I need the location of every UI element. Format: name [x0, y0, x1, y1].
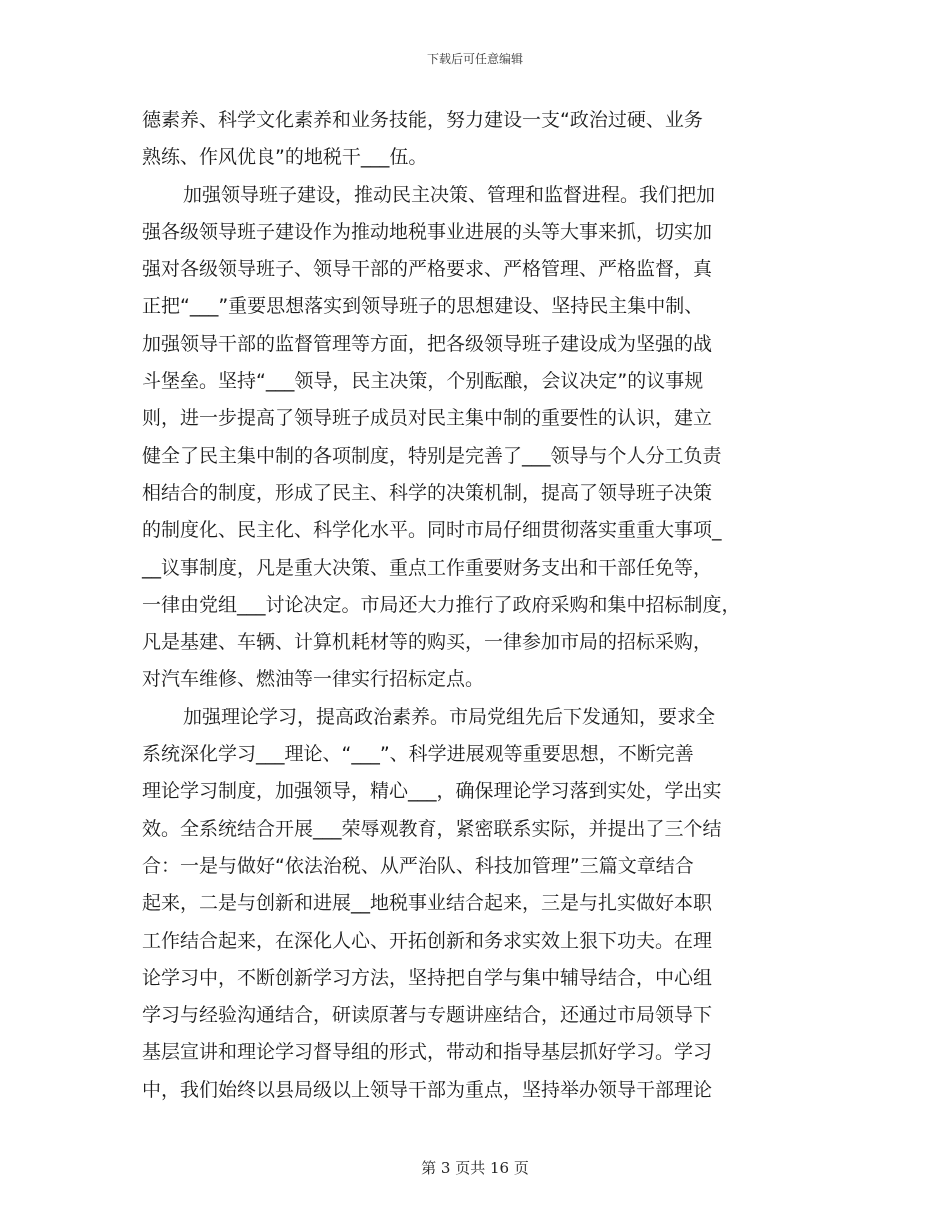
- text-line: 系统深化学习___理论、“___”、科学进展观等重要思想，不断完善: [142, 743, 694, 766]
- text-line: 工作结合起来，在深化人心、开拓创新和务求实效上狠下功夫。在理: [142, 929, 713, 952]
- text-line: 一律由党组___讨论决定。市局还大力推行了政府采购和集中招标制度，: [142, 593, 741, 616]
- document-body: [142, 102, 808, 1109]
- text-line: 论学习中，不断创新学习方法，坚持把自学与集中辅导结合，中心组: [142, 966, 713, 989]
- text-line: 的制度化、民主化、科学化水平。同时市局仔细贯彻落实重重大事项_: [142, 519, 722, 542]
- text-line: 凡是基建、车辆、计算机耗材等的购买，一律参加市局的招标采购，: [142, 631, 713, 654]
- page-number: 第 3 页共 16 页: [421, 1159, 529, 1177]
- text-line: 加强理论学习，提高政治素养。市局党组先后下发通知，要求全: [183, 705, 716, 728]
- text-line: 则，进一步提高了领导班子成员对民主集中制的重要性的认识，建立: [142, 407, 713, 430]
- text-line: 理论学习制度，加强领导，精心___，确保理论学习落到实处，学出实: [142, 780, 722, 803]
- text-line: 合：一是与做好“依法治税、从严治队、科技加管理”三篇文章结合: [142, 854, 694, 877]
- text-line: 效。全系统结合开展___荣辱观教育，紧密联系实际，并提出了三个结: [142, 817, 722, 840]
- text-line: 强各级领导班子建设作为推动地税事业进展的头等大事来抓，切实加: [142, 220, 713, 243]
- text-line: 加强领导班子建设，推动民主决策、管理和监督进程。我们把加: [183, 183, 716, 206]
- text-line: 基层宣讲和理论学习督导组的形式，带动和指导基层抓好学习。学习: [142, 1041, 713, 1064]
- text-line: 正把“___”重要思想落实到领导班子的思想建设、坚持民主集中制、: [142, 295, 704, 318]
- text-line: 对汽车维修、燃油等一律实行招标定点。: [142, 668, 485, 691]
- text-line: 加强领导干部的监督管理等方面，把各级领导班子建设成为坚强的战: [142, 332, 713, 355]
- text-line: 斗堡垒。坚持“___领导，民主决策，个别酝酿，会议决定”的议事规: [142, 370, 704, 393]
- text-line: 健全了民主集中制的各项制度，特别是完善了___领导与个人分工负责: [142, 444, 722, 467]
- text-line: 起来，二是与创新和进展__地税事业结合起来，三是与扎实做好本职: [142, 892, 713, 915]
- text-line: 强对各级领导班子、领导干部的严格要求、严格管理、严格监督，真: [142, 258, 713, 281]
- page-header: 下载后可任意编辑: [426, 52, 523, 66]
- text-line: 相结合的制度，形成了民主、科学的决策机制，提高了领导班子决策: [142, 481, 713, 504]
- text-line: 学习与经验沟通结合，研读原著与专题讲座结合，还通过市局领导下: [142, 1004, 713, 1027]
- text-line: 熟练、作风优良”的地税干___伍。: [142, 146, 428, 169]
- text-line: 德素养、科学文化素养和业务技能，努力建设一支“政治过硬、业务: [142, 109, 703, 131]
- text-line: 中，我们始终以县局级以上领导干部为重点，坚持举办领导干部理论: [142, 1078, 713, 1101]
- text-line: __议事制度，凡是重大决策、重点工作重要财务支出和干部任免等，: [142, 556, 713, 579]
